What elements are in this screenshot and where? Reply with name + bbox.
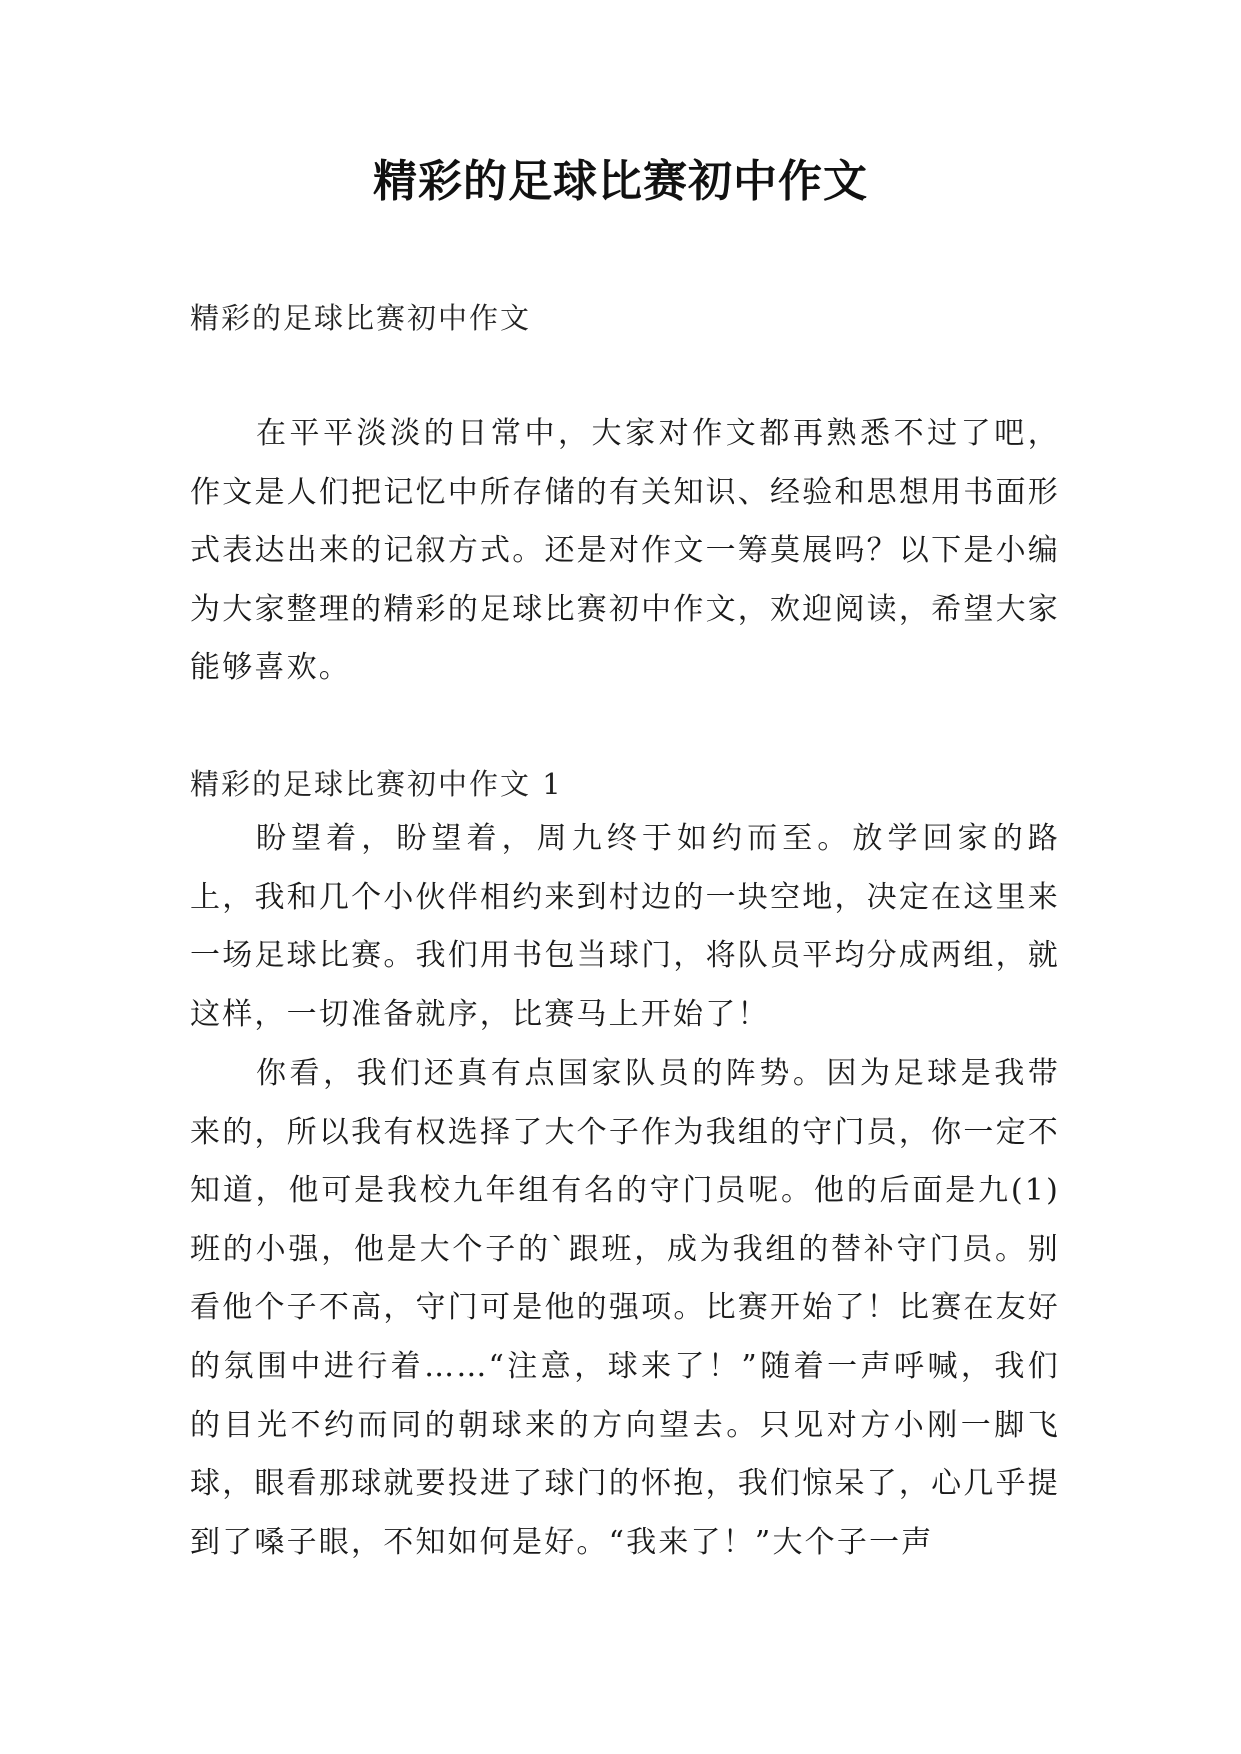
- body-paragraph-1: 盼望着，盼望着，周九终于如约而至。放学回家的路上，我和几个小伙伴相约来到村边的一块空地，决定在这里来一场足球比赛。我们用书包当球门，将队员平均分成两组，就这样，一切准备就序，比赛马上开始了！: [190, 821, 1060, 1032]
- intro-paragraph: 在平平淡淡的日常中，大家对作文都再熟悉不过了吧，作文是人们把记忆中所存储的有关知识、经验和思想用书面形式表达出来的记叙方式。还是对作文一筹莫展吗？以下是小编为大家整理的精彩的足球比赛初中作文，欢迎阅读，希望大家能够喜欢。: [190, 416, 1060, 686]
- body-paragraph-2: 你看，我们还真有点国家队员的阵势。因为足球是我带来的，所以我有权选择了大个子作为我组的守门员，你一定不知道，他可是我校九年组有名的守门员呢。他的后面是九(1)班的小强，他是大个子的`跟班，成为我组的替补守门员。别看他个子不高，守门可是他的强项。比赛开始了！比赛在友好的氛围中进行着……“注意，球来了！”随着一声呼喊，我们的目光不约而同的朝球来的方向望去。只见对方小刚一脚飞球，眼看那球就要投进了球门的怀抱，我们惊呆了，心几乎提到了嗓子眼，不知如何是好。“我来了！”大个子一声: [190, 1056, 1060, 1560]
- section-heading: 精彩的足球比赛初中作文 1: [190, 767, 563, 801]
- document-title: 精彩的足球比赛初中作文: [373, 156, 868, 207]
- document-subtitle: 精彩的足球比赛初中作文: [190, 301, 532, 335]
